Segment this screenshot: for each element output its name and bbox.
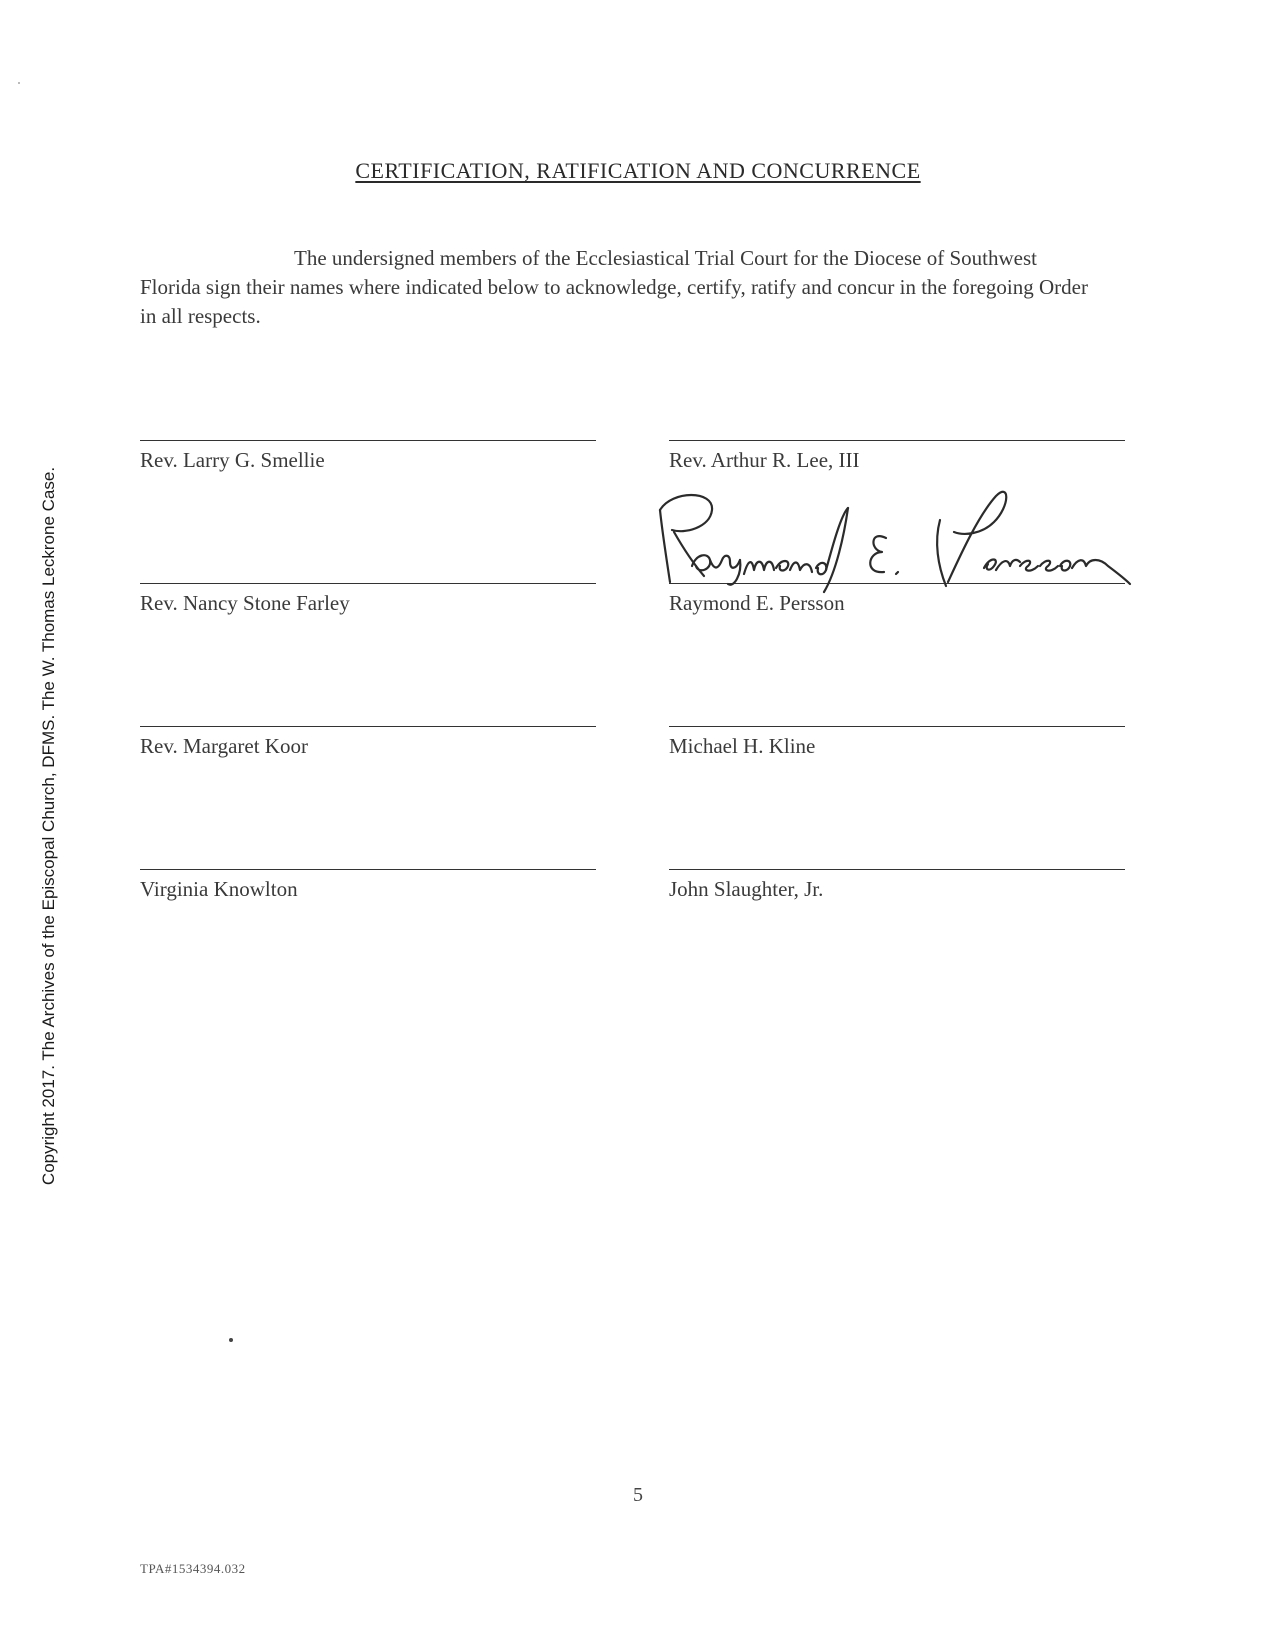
signature-block-koor: [140, 726, 596, 759]
signatory-name: Virginia Knowlton: [140, 877, 298, 901]
signatory-name: Michael H. Kline: [669, 734, 816, 758]
handwritten-signature: [648, 486, 1148, 596]
signature-block-knowlton: [140, 869, 596, 902]
scan-speck: [18, 82, 20, 84]
document-reference-code: TPA#1534394.032: [140, 1561, 246, 1576]
signatory-name: Raymond E. Persson: [669, 591, 845, 615]
page-number: 5: [633, 1484, 643, 1506]
signature-block-slaughter: [669, 869, 1125, 902]
signature-line: [669, 869, 1125, 870]
signature-line: [140, 583, 596, 584]
signatory-name: Rev. Larry G. Smellie: [140, 448, 325, 472]
scan-speck: [229, 1338, 233, 1342]
signature-line: [140, 726, 596, 727]
signature-block-farley: [140, 583, 596, 616]
document-title: CERTIFICATION, RATIFICATION AND CONCURRENCE: [355, 158, 921, 183]
signature-line: [669, 726, 1125, 727]
signature-block-lee: [669, 440, 1125, 473]
certification-paragraph: The undersigned members of the Ecclesiastical Trial Court for the Diocese of Southwest Florida sign their names where indicated below to acknowledge, certify, ratify and concur in the foregoing Order in all respects.: [140, 246, 1088, 328]
signature-block-smellie: [140, 440, 596, 473]
signature-line: [669, 440, 1125, 441]
copyright-notice: Copyright 2017. The Archives of the Episcopal Church, DFMS. The W. Thomas Leckrone Case.: [39, 466, 58, 1186]
signature-block-kline: [669, 726, 1125, 759]
signatory-name: John Slaughter, Jr.: [669, 877, 824, 901]
signatory-name: Rev. Margaret Koor: [140, 734, 308, 758]
signatory-name: Rev. Nancy Stone Farley: [140, 591, 350, 615]
signature-line: [140, 869, 596, 870]
signatory-name: Rev. Arthur R. Lee, III: [669, 448, 860, 472]
signature-line: [140, 440, 596, 441]
